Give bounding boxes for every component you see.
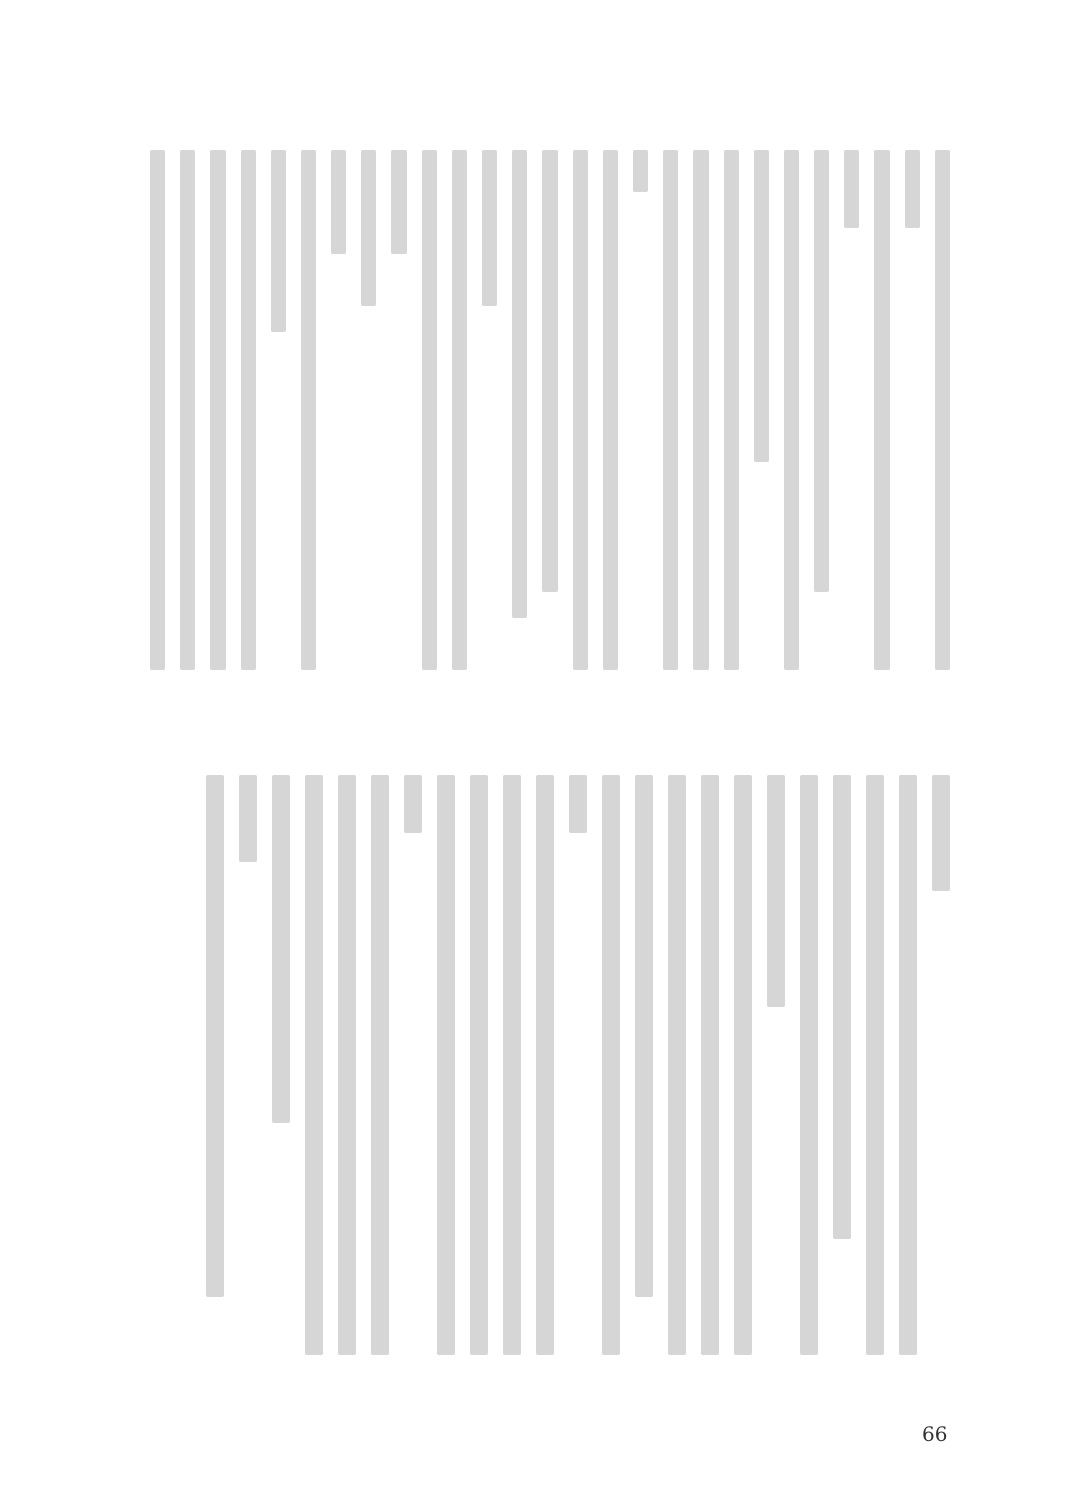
text-column-placeholder: [569, 775, 587, 833]
text-column-placeholder: [701, 775, 719, 1355]
text-column-placeholder: [932, 775, 950, 891]
text-column-placeholder: [361, 150, 376, 306]
text-column-placeholder: [833, 775, 851, 1239]
text-column-placeholder: [767, 775, 785, 1007]
text-column-placeholder: [503, 775, 521, 1355]
text-column-placeholder: [800, 775, 818, 1355]
text-column-placeholder: [338, 775, 356, 1355]
text-column-placeholder: [482, 150, 497, 306]
text-column-placeholder: [844, 150, 859, 228]
text-column-placeholder: [814, 150, 829, 592]
text-column-placeholder: [935, 150, 950, 670]
text-column-placeholder: [150, 150, 165, 670]
text-column-placeholder: [633, 150, 648, 192]
text-column-placeholder: [180, 150, 195, 670]
text-column-placeholder: [404, 775, 422, 833]
text-column-placeholder: [206, 775, 224, 1297]
text-column-placeholder: [512, 150, 527, 618]
text-column-placeholder: [603, 150, 618, 670]
text-column-placeholder: [391, 150, 406, 254]
text-column-placeholder: [210, 150, 225, 670]
text-column-placeholder: [452, 150, 467, 670]
text-column-placeholder: [905, 150, 920, 228]
text-column-placeholder: [754, 150, 769, 462]
text-column-placeholder: [422, 150, 437, 670]
lower-text-block: [150, 775, 950, 1355]
text-column-placeholder: [724, 150, 739, 670]
text-column-placeholder: [305, 775, 323, 1355]
text-column-placeholder: [734, 775, 752, 1355]
page-number: 66: [922, 1422, 948, 1446]
text-column-placeholder: [272, 775, 290, 1123]
text-column-placeholder: [866, 775, 884, 1355]
text-column-placeholder: [301, 150, 316, 670]
text-column-placeholder: [693, 150, 708, 670]
text-column-placeholder: [470, 775, 488, 1355]
text-column-placeholder: [663, 150, 678, 670]
text-column-placeholder: [668, 775, 686, 1355]
text-column-placeholder: [371, 775, 389, 1355]
text-column-placeholder: [784, 150, 799, 670]
text-column-placeholder: [874, 150, 889, 670]
text-column-placeholder: [899, 775, 917, 1355]
text-column-placeholder: [542, 150, 557, 592]
text-column-placeholder: [239, 775, 257, 862]
text-column-placeholder: [573, 150, 588, 670]
text-column-placeholder: [241, 150, 256, 670]
text-column-placeholder: [271, 150, 286, 332]
text-column-placeholder: [437, 775, 455, 1355]
text-column-placeholder: [635, 775, 653, 1297]
text-column-placeholder: [331, 150, 346, 254]
text-column-placeholder: [602, 775, 620, 1355]
text-column-placeholder: [536, 775, 554, 1355]
upper-text-block: [150, 150, 950, 670]
